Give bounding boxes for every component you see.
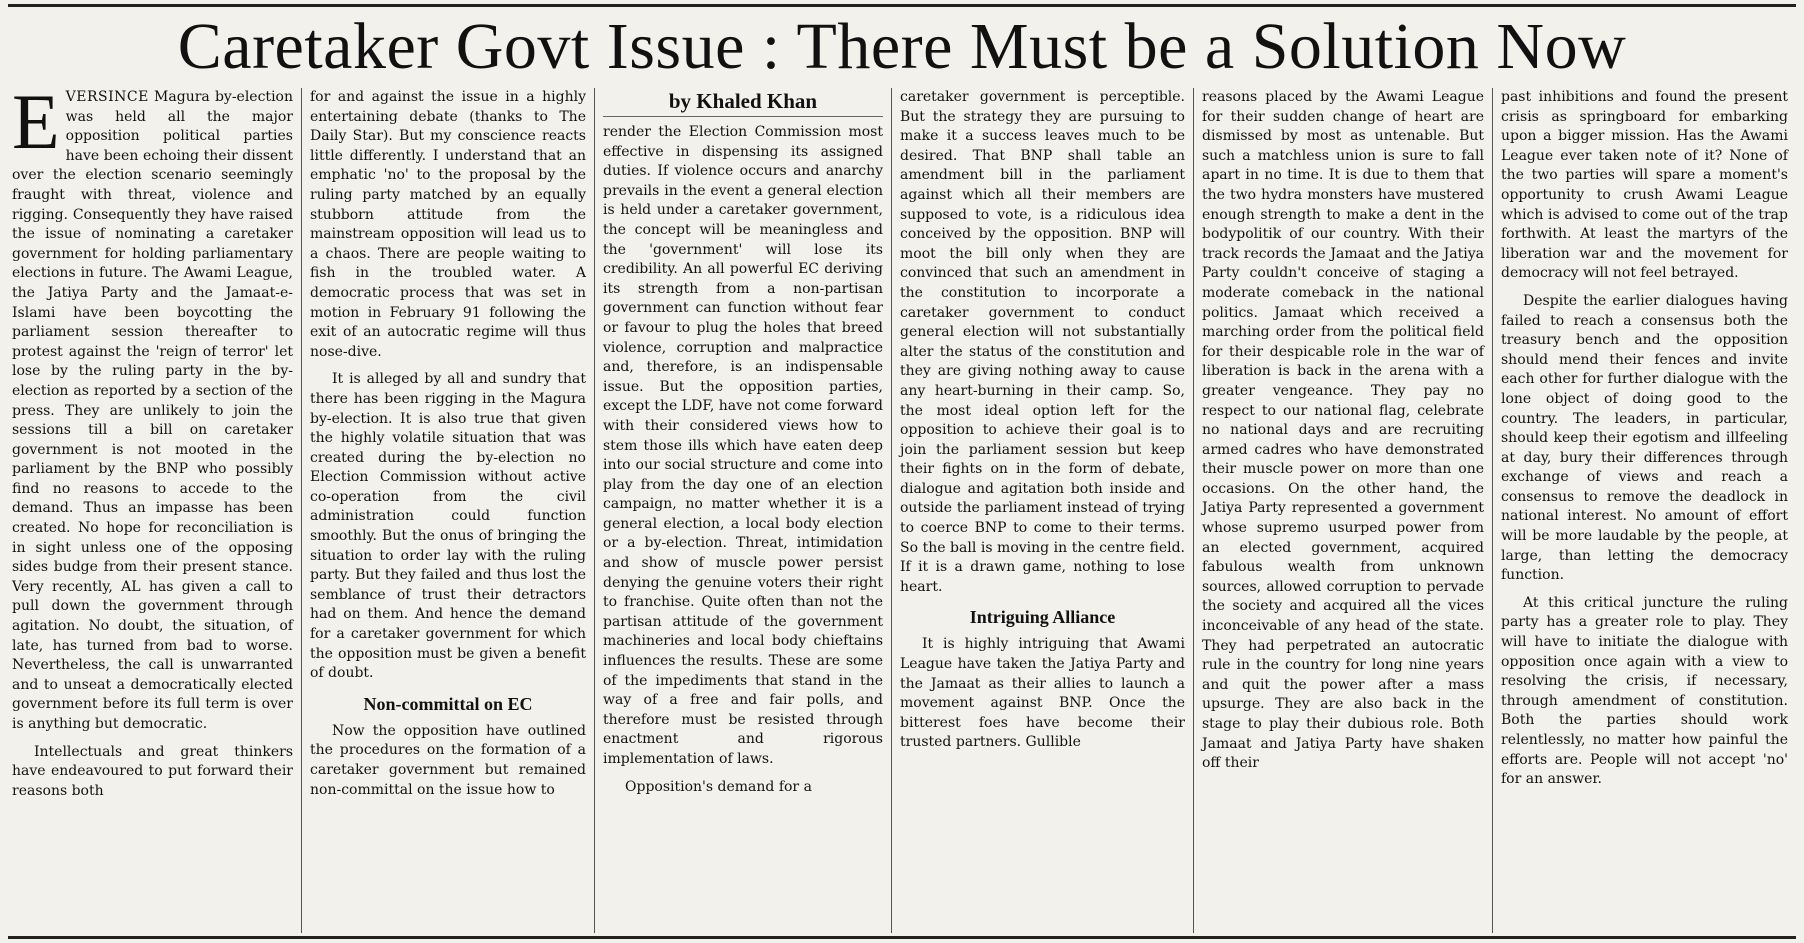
paragraph-text: Magura by-election was held all the major opposition political parties have been echoing their dissent over the election scenario seemingly fraught with threat, violence and rigging. Consequently they have raised the issue of nominating a caretaker government for holding parliamentary elections in future. The Awami League, the Jatiya Party and the Jamaat-e-Islami have been boycotting the parliament session thereafter to protest against the 'reign of terror' let lose by the ruling party in the by-election as reported by a section of the press. They are unlikely to join the sessions till a bill on caretaker government is not mooted in the parliament by the BNP who possibly find no reasons to accede to the demand. Thus an impasse has been created. No hope for reconciliation is in sight unless one of the opposing sides budge from their present stance. Very recently, AL has given a call to pull down the government through agitation. No doubt, the situation, of late, has turned from bad to worse. Nevertheless, the call is unwarranted and to unseat a democratically elected government before its full term is over is anything but democratic. xyxy=(12,89,293,732)
column-2 xyxy=(302,88,595,933)
paragraph: Despite the earlier dialogues having failed to reach a consensus both the treasury bench and the opposition should mend their fences and invite each other for further dialogue with the lone object of doing good to the country. The leaders, in particular, should keep their egotism and illfeeling at day, bury their differences through exchange of views and reach a consensus to remove the deadlock in national interest. No amount of effort will be more laudable by the people, at large, than letting the democracy function. xyxy=(1501,292,1788,584)
drop-cap: E xyxy=(12,88,60,165)
column-1 xyxy=(8,88,302,933)
headline: Caretaker Govt Issue : There Must be a Solution Now xyxy=(177,10,1627,83)
paragraph: past inhibitions and found the present crisis as springboard for embarking upon a bigger mission. Has the Awami League ever taken note of it? None of the two parties will spare a moment's opportunity to crush Awami League which is advised to come out of the trap forthwith. At least the martyrs of the liberation war and the movement for democracy will not feel betrayed. xyxy=(1501,89,1788,282)
paragraph: render the Election Commission most effective in dispensing its assigned duties. If violence occurs and anarchy prevails in the event a general election is held under a caretaker government, the concept will be meaningless and the 'government' will lose its credibility. An all powerful EC deriving its strength from a non-partisan government can function without fear or favour to plug the holes that breed violence, corruption and malpractice and, therefore, is an indispensable issue. But the opposition parties, except the LDF, have not come forward with their considered views how to stem those ills which have eaten deep into our social structure and come into play from the day one of an election campaign, no matter whether it is a general election, a local body election or a by-election. Threat, intimidation and show of muscle power persist denying the genuine voters their right to franchise. Quite often than not the partisan attitude of the government machineries and local body chieftains influences the results. These are some of the impediments that stand in the way of a free and fair polls, and therefore must be resisted through enactment and rigorous implementation of laws. xyxy=(603,124,883,767)
bottom-rule xyxy=(8,936,1796,939)
paragraph: At this critical juncture the ruling party has a greater role to play. They will have to initiate the dialogue with opposition once again with a view to resolving the crisis, if necessary, through amendment of constitution. Both the parties should work relentlessly, no matter how painful the efforts are. People will not accept 'no' for an answer. xyxy=(1501,594,1788,788)
column-5 xyxy=(1194,88,1493,933)
column-4 xyxy=(892,88,1194,933)
subheading: Intriguing Alliance xyxy=(969,607,1116,628)
subheading: Non-committal on EC xyxy=(363,693,533,714)
paragraph: for and against the issue in a highly entertaining debate (thanks to The Daily Star). But my conscience reacts little differently. I understand that an emphatic 'no' to the proposal by the ruling party matched by an equally stubborn attitude from the mainstream opposition will lead us to a chaos. There are people waiting to fish in the troubled water. A democratic process that was set in motion in February 91 following the exit of an autocratic regime will thus nose-dive. xyxy=(310,89,586,360)
column-6 xyxy=(1493,88,1796,933)
article-columns xyxy=(8,88,1796,933)
top-rule xyxy=(8,4,1796,7)
paragraph: reasons placed by the Awami League for their sudden change of heart are dismissed by most as untenable. But such a matchless union is sure to fall apart in no time. It is due to them that the two hydra monsters have mustered enough strength to make a dent in the bodypolitik of our country. With their track records the Jamaat and the Jatiya Party couldn't conceive of staging a moderate comeback in the national politics. Jamaat which received a marching order from the political field for their despicable role in the war of liberation is back in the arena with a greater vengeance. They pay no respect to our national flag, celebrate no national days and are recruiting armed cadres who have demonstrated their muscle power on more than one occasions. On the other hand, the Jatiya Party represented a government whose supremo usurped power from an elected government, acquired fabulous wealth from unknown sources, allowed corruption to pervade the society and acquired all the vices inconceivable of any head of the state. They had perpetrated an autocratic rule in the country for long nine years and quit the power after a mass upsurge. They are also back in the stage to play their dubious role. Both Jamaat and Jatiya Party have shaken off their xyxy=(1202,89,1484,772)
paragraph: It is highly intriguing that Awami League have taken the Jatiya Party and the Jamaat as their allies to launch a movement against BNP. Once the bitterest foes have become their trusted partners. Gullible xyxy=(900,636,1185,751)
paragraph: Now the opposition have outlined the procedures on the formation of a caretaker government but remained non-committal on the issue how to xyxy=(310,722,586,798)
column-3 xyxy=(595,88,892,933)
lead-word: VERSINCE xyxy=(65,89,149,105)
paragraph: Opposition's demand for a xyxy=(625,778,812,795)
paragraph xyxy=(12,88,293,735)
byline: by Khaled Khan xyxy=(603,88,883,117)
paragraph: Intellectuals and great thinkers have endeavoured to put forward their reasons both xyxy=(12,743,293,799)
paragraph: caretaker government is perceptible. But the strategy they are pursuing to make it a success leaves much to be desired. That BNP shall table an amendment bill in the parliament against which all their members are supposed to vote, is a ridiculous idea conceived by the opposition. BNP will moot the bill only when they are convinced that such an amendment in the constitution to incorporate a caretaker government to conduct general election will not substantially alter the status of the constitution and they are giving nothing away to cause any heart-burning in their camp. So, the most ideal option left for the opposition to achieve their goal is to join the parliament session but keep their fights on in the form of debate, dialogue and agitation both inside and outside the parliament instead of trying to coerce BNP to come to their terms. So the ball is moving in the centre field. If it is a drawn game, nothing to lose heart. xyxy=(900,89,1185,595)
paragraph: It is alleged by all and sundry that there has been rigging in the Magura by-election. It is also true that given the highly volatile situation that was created during the by-election no Election Commission without active co-operation from the civil administration could function smoothly. But the onus of bringing the situation to order lay with the ruling party. But they failed and thus lost the semblance of trust their detractors had on them. And hence the demand for a caretaker government for which the opposition must be given a benefit of doubt. xyxy=(310,371,586,682)
